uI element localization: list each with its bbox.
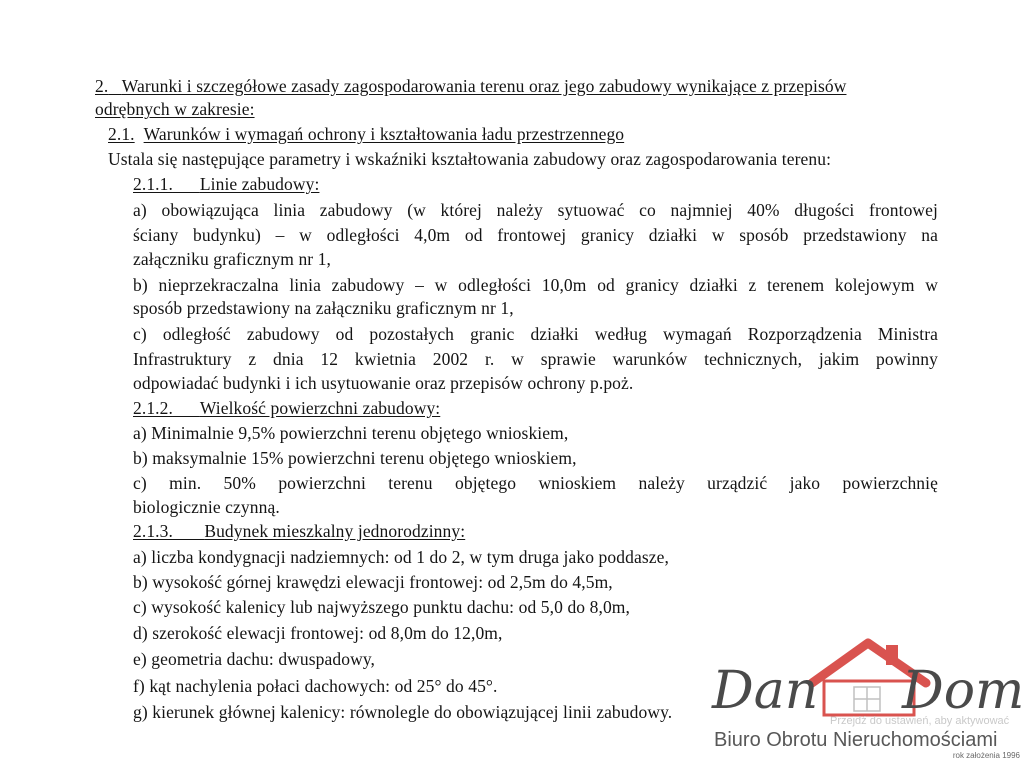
- section-2-1-1-number: 2.1.1.: [133, 174, 173, 194]
- section-2-1-2-title: Wielkość powierzchni zabudowy:: [199, 398, 441, 418]
- section-2-heading-line1: [95, 75, 933, 97]
- item-2-1-2-b: b) maksymalnie 15% powierzchni terenu objętego wnioskiem,: [133, 448, 577, 468]
- item-2-1-1-c-line3: odpowiadać budynki i ich usytuowanie oraz przepisów ochrony p.poż.: [133, 373, 634, 393]
- item-2-1-1-b-line1: b) nieprzekraczalna linia zabudowy – w odległości 10,0m od granicy działki z terenem kolejowym w: [133, 275, 938, 295]
- section-2-1-1-heading: [133, 173, 319, 195]
- section-2-1-2-number: 2.1.2.: [133, 398, 173, 418]
- section-2-1-heading: [108, 123, 624, 145]
- section-2-number: 2.: [95, 76, 109, 96]
- item-2-1-3-d: d) szerokość elewacji frontowej: od 8,0m do 12,0m,: [133, 623, 503, 643]
- section-2-1-number: 2.1.: [108, 124, 135, 144]
- item-2-1-1-a-line3: załączniku graficznym nr 1,: [133, 249, 332, 269]
- item-2-1-2-c-line1: c) min. 50% powierzchni terenu objętego wnioskiem należy urządzić jako powierzchnię: [133, 473, 938, 493]
- section-2-1-2-heading: [133, 397, 440, 419]
- item-2-1-1-a-line1: a) obowiązująca linia zabudowy (w której należy sytuować co najmniej 40% długości frontowej: [133, 200, 938, 220]
- item-2-1-3-b: b) wysokość górnej krawędzi elewacji frontowej: od 2,5m do 4,5m,: [133, 572, 613, 592]
- activation-overlay-text: Przejdź do ustawień, aby aktywować: [830, 715, 1010, 727]
- item-2-1-3-g: g) kierunek głównej kalenicy: równolegle do obowiązującej linii zabudowy.: [133, 702, 673, 722]
- section-2-1-1-title: Linie zabudowy:: [199, 174, 320, 194]
- company-name: Biuro Obrotu Nieruchomościami: [714, 729, 998, 751]
- section-2-1-3-title: Budynek mieszkalny jednorodzinny:: [204, 521, 466, 541]
- section-2-heading-line2: odrębnych w zakresie:: [95, 99, 255, 119]
- item-2-1-1-c-line1: c) odległość zabudowy od pozostałych granic działki według wymagań Rozporządzenia Ministra: [133, 324, 938, 344]
- item-2-1-1-c-line2: Infrastruktury z dnia 12 kwietnia 2002 r. w sprawie warunków technicznych, jakim powinny: [133, 349, 938, 369]
- item-2-1-3-f: f) kąt nachylenia połaci dachowych: od 25° do 45°.: [133, 676, 498, 696]
- item-2-1-1-a-line2: ściany budynku) – w odległości 4,0m od frontowej granicy działki w sposób przedstawiony na: [133, 225, 938, 245]
- section-2-1-3-number: 2.1.3.: [133, 521, 173, 541]
- item-2-1-3-a: a) liczba kondygnacji nadziemnych: od 1 do 2, w tym druga jako poddasze,: [133, 547, 669, 567]
- item-2-1-1-b-line2: sposób przedstawiony na załączniku graficznym nr 1,: [133, 298, 514, 318]
- dandom-watermark: [700, 625, 1024, 761]
- section-2-1-title: Warunków i wymagań ochrony i kształtowania ładu przestrzennego: [143, 124, 625, 144]
- item-2-1-3-e: e) geometria dachu: dwuspadowy,: [133, 649, 376, 669]
- intro-paragraph: Ustala się następujące parametry i wskaźniki kształtowania zabudowy oraz zagospodarowania terenu:: [108, 149, 832, 169]
- section-2-title: Warunki i szczegółowe zasady zagospodarowania terenu oraz jego zabudowy wynikające z przepisów: [121, 76, 847, 96]
- item-2-1-3-c: c) wysokość kalenicy lub najwyższego punktu dachu: od 5,0 do 8,0m,: [133, 597, 630, 617]
- logo-word-dom: Dom: [902, 661, 1024, 721]
- section-2-1-3-heading: [133, 520, 465, 542]
- founded-year: rok założenia 1996: [952, 751, 1020, 760]
- item-2-1-2-a: a) Minimalnie 9,5% powierzchni terenu objętego wnioskiem,: [133, 423, 569, 443]
- item-2-1-2-c-line2: biologicznie czynną.: [133, 497, 280, 517]
- logo-word-dan: Dan: [712, 661, 819, 721]
